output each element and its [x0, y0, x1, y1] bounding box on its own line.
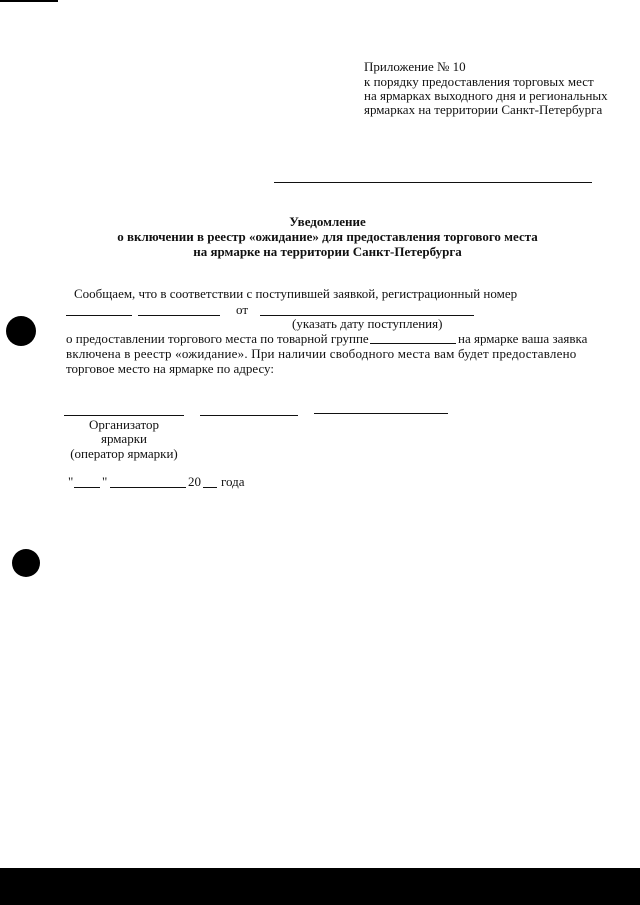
signature-blank-organizer[interactable]: [64, 415, 184, 416]
heading-title: Уведомление: [289, 214, 366, 229]
body-line-3a: о предоставлении торгового места по товарной группе: [66, 331, 369, 346]
day-blank[interactable]: [74, 487, 100, 488]
appendix-line-2: на ярмарках выходного дня и региональных: [364, 88, 608, 103]
scan-bottom-edge: [0, 868, 640, 905]
body-line-1: Сообщаем, что в соответствии с поступившей заявкой, регистрационный номер: [74, 286, 518, 301]
day-close-quote: ": [102, 474, 108, 489]
year-prefix: 20: [188, 474, 201, 489]
appendix-line-1: к порядку предоставления торговых мест: [364, 74, 594, 89]
punch-hole-bottom: [12, 549, 40, 577]
appendix-title: Приложение № 10: [364, 59, 466, 74]
year-blank[interactable]: [203, 487, 217, 488]
scan-top-edge: [0, 0, 58, 2]
signature-line-2: ярмарки: [101, 431, 147, 446]
reg-number-blank-2[interactable]: [138, 315, 220, 316]
signature-line-3: (оператор ярмарки): [70, 446, 178, 461]
product-group-blank[interactable]: [370, 343, 456, 344]
reg-number-blank-1[interactable]: [66, 315, 132, 316]
addressee-line: [274, 182, 592, 183]
body-line-3b: на ярмарке ваша заявка: [458, 331, 588, 346]
body-line-4: включена в реестр «ожидание». При наличии свободного места вам будет предоставлено: [66, 346, 577, 361]
appendix-line-3: ярмарках на территории Санкт-Петербурга: [364, 102, 603, 117]
heading-subtitle-2: на ярмарке на территории Санкт-Петербурга: [193, 244, 462, 259]
date-hint: (указать дату поступления): [292, 316, 443, 331]
year-suffix: года: [221, 474, 245, 489]
signature-line-1: Организатор: [89, 417, 159, 432]
signature-blank-sign[interactable]: [200, 415, 298, 416]
day-open-quote: ": [68, 474, 74, 489]
body-line-5: торговое место на ярмарке по адресу:: [66, 361, 274, 376]
month-blank[interactable]: [110, 487, 186, 488]
signature-blank-name[interactable]: [314, 413, 448, 414]
punch-hole-top: [6, 316, 36, 346]
from-label: от: [236, 302, 249, 317]
heading-subtitle-1: о включении в реестр «ожидание» для предоставления торгового места: [117, 229, 538, 244]
